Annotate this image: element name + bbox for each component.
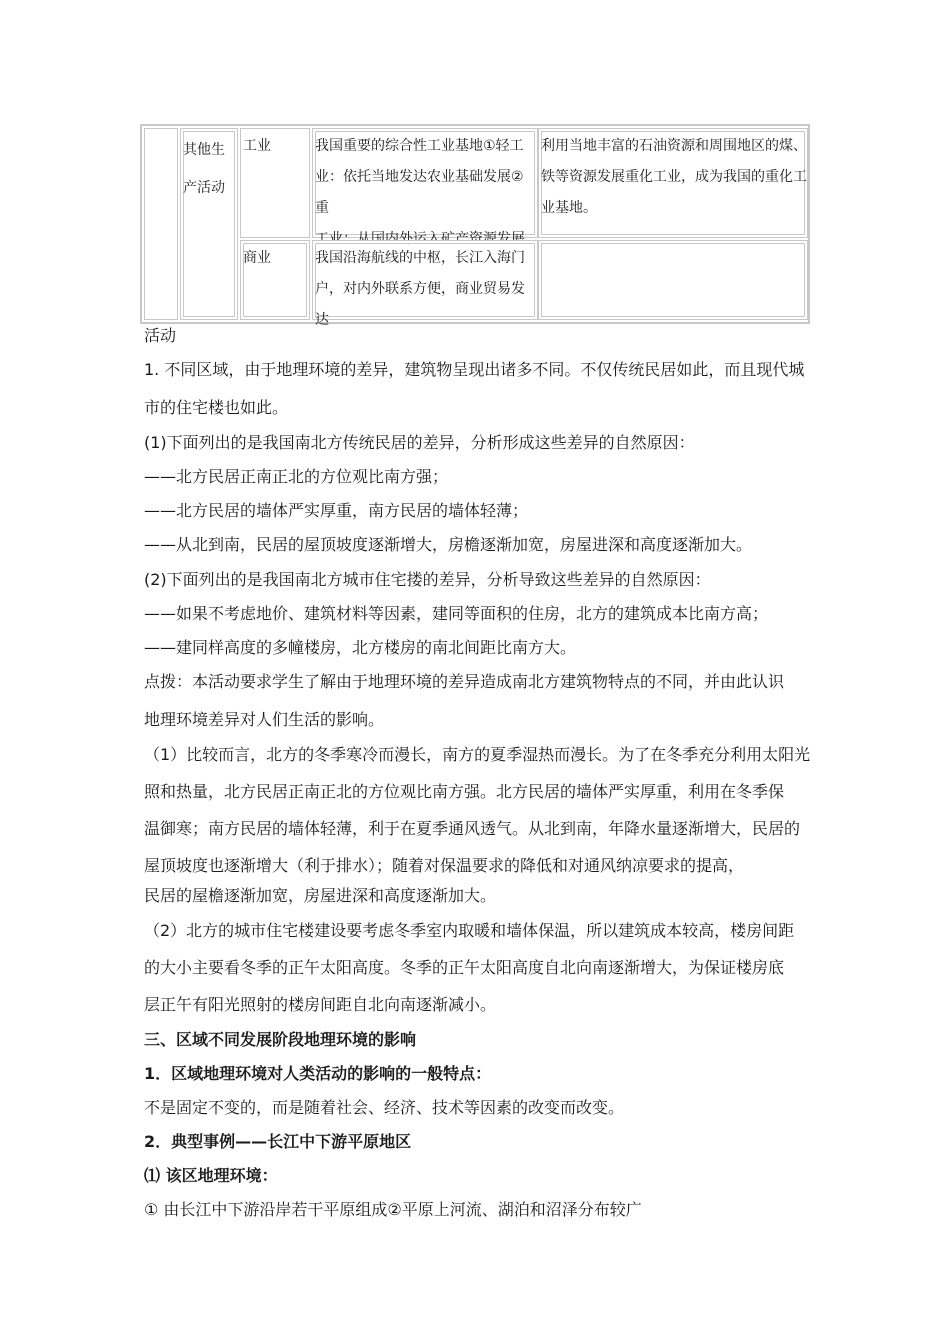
paragraph-line: 地理环境差异对人们生活的影响。 (144, 710, 385, 729)
paragraph-line: 点拨：本活动要求学生了解由于地理环境的差异造成南北方建筑物特点的不同，并由此认识 (144, 672, 785, 691)
paragraph-line: （2）北方的城市住宅楼建设要考虑冬季室内取暖和墙体保温，所以建筑成本较高，楼房间距 (144, 921, 795, 940)
paragraph-line: 照和热量，北方民居正南正北的方位观比南方强。北方民居的墙体严实厚重，利用在冬季保 (144, 782, 785, 801)
paragraph-line: (2)下面列出的是我国南北方城市住宅搂的差异，分析导致这些差异的自然原因： (144, 570, 711, 589)
row-commerce-feature (312, 240, 538, 328)
paragraph-line: 的大小主要看冬季的正午太阳高度。冬季的正午太阳高度自北向南逐渐增大，为保证楼房底 (144, 958, 785, 977)
paragraph-line: ——北方民居正南正北的方位观比南方强； (144, 467, 449, 486)
paragraph-line: 温御寒；南方民居的墙体轻薄，利于在夏季通风透气。从北到南，年降水量逐渐增大，民居的 (144, 819, 801, 838)
subsection-heading: ⑴ 该区地理环境： (144, 1166, 278, 1185)
paragraph-line: (1)下面列出的是我国南北方传统民居的差异，分析形成这些差异的自然原因： (144, 433, 695, 452)
paragraph-line: ——从北到南，民居的屋顶坡度逐渐增大，房檐逐渐加宽，房屋进深和高度逐渐加大。 (144, 535, 753, 554)
feature-line: 工业：从国内外运入矿产资源发展 (315, 231, 525, 247)
feature-line: 户，对内外联系方便，商业贸易发达 (315, 281, 525, 328)
paragraph-line: 不是固定不变的，而是随着社会、经济、技术等因素的改变而改变。 (144, 1098, 625, 1117)
industry-table (140, 124, 810, 328)
feature-line: 我国沿海航线的中枢，长江入海门 (315, 250, 525, 266)
paragraph-line: 市的住宅楼也如此。 (144, 398, 289, 417)
row-industry-feature (312, 128, 538, 247)
note-line: 利用当地丰富的石油资源和周围地区的煤、 (541, 138, 807, 154)
paragraph-line: ——如果不考虑地价、建筑材料等因素，建同等面积的住房，北方的建筑成本比南方高； (144, 604, 769, 623)
row-commerce-category: 商业 (240, 240, 310, 320)
feature-line: 我国重要的综合性工业基地①轻工 (315, 138, 524, 154)
paragraph-line: ① 由长江中下游沿岸若干平原组成②平原上河流、湖泊和沼泽分布较广 (144, 1200, 642, 1219)
note-line: 铁等资源发展重化工业，成为我国的重化工 (541, 169, 807, 185)
paragraph-line: 层正午有阳光照射的楼房间距自北向南逐渐减小。 (144, 995, 497, 1014)
table-empty-column (144, 128, 178, 320)
subsection-heading: 2．典型事例——长江中下游平原地区 (144, 1132, 412, 1151)
paragraph-line: 屋顶坡度也逐渐增大（利于排水）；随着对保温要求的降低和对通风纳凉要求的提高， (144, 856, 745, 875)
row-industry-note (538, 128, 808, 238)
row-commerce-note (538, 240, 808, 320)
table-left-header: 其他生产活动 (180, 128, 238, 320)
paragraph-line: ——北方民居的墙体严实厚重，南方民居的墙体轻薄； (144, 501, 529, 520)
subsection-heading: 1．区域地理环境对人类活动的影响的一般特点： (144, 1064, 492, 1083)
feature-line: 业：依托当地发达农业基础发展②重 (315, 169, 524, 216)
paragraph-line: （1）比较而言，北方的冬季寒冷而漫长，南方的夏季湿热而漫长。为了在冬季充分利用太阳光 (144, 745, 811, 764)
note-line: 业基地。 (541, 200, 597, 216)
activity-heading: 活动 (144, 326, 177, 345)
paragraph-line: 1. 不同区域，由于地理环境的差异，建筑物呈现出诸多不同。不仅传统民居如此，而且现代城 (144, 360, 805, 379)
section-heading: 三、区域不同发展阶段地理环境的影响 (144, 1030, 417, 1049)
paragraph-line: ——建同样高度的多幢楼房，北方楼房的南北间距比南方大。 (144, 638, 577, 657)
row-industry-category: 工业 (240, 128, 310, 238)
paragraph-line: 民居的屋檐逐渐加宽，房屋进深和高度逐渐加大。 (144, 886, 497, 905)
